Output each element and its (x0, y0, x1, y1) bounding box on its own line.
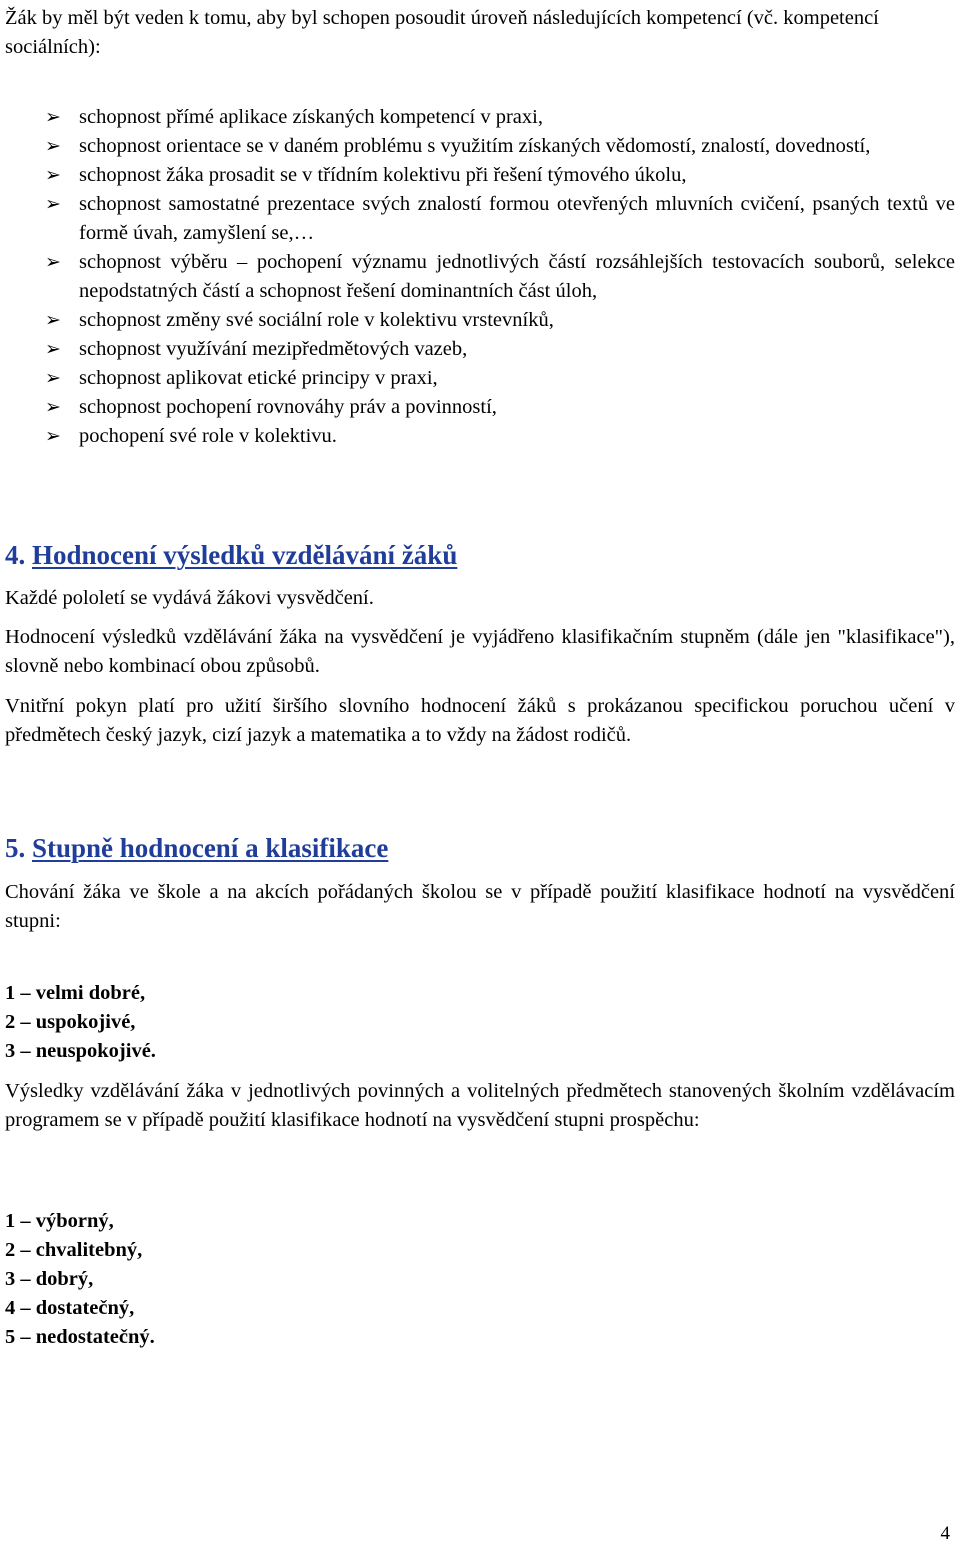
section-4-paragraph-1: Každé pololetí se vydává žákovi vysvědčení. (5, 587, 374, 609)
list-item: ➢ schopnost žáka prosadit se v třídním kolektivu při řešení týmového úkolu, (5, 161, 955, 190)
list-item: ➢ schopnost samostatné prezentace svých znalostí formou otevřených mluvních cvičení, psaných textů ve formě úvah, zamyšlení se,… (5, 190, 955, 248)
list-item: ➢ schopnost využívání mezipředmětových vazeb, (5, 335, 955, 364)
arrow-bullet-icon: ➢ (45, 339, 61, 360)
arrow-bullet-icon: ➢ (45, 310, 61, 331)
list-item: 3 – neuspokojivé. (5, 1040, 156, 1062)
list-item: 2 – uspokojivé, (5, 1011, 136, 1033)
section-5-heading (5, 831, 388, 865)
arrow-bullet-icon: ➢ (45, 194, 61, 215)
list-item: ➢ pochopení své role v kolektivu. (5, 422, 955, 451)
arrow-bullet-icon: ➢ (45, 136, 61, 157)
list-item: ➢ schopnost pochopení rovnováhy práv a povinností, (5, 393, 955, 422)
section-5-paragraph-1: Chování žáka ve škole a na akcích pořádaných školou se v případě použití klasifikace hodnotí na vysvědčení stupni: (5, 881, 955, 932)
page-number: 4 (940, 1523, 950, 1544)
list-item: ➢ schopnost výběru – pochopení významu jednotlivých částí rozsáhlejších testovacích souborů, selekce nepodstatných částí a schopnost řešení dominantních část úloh, (5, 248, 955, 306)
list-item: 2 – chvalitebný, (5, 1239, 143, 1261)
document-page (5, 0, 955, 1544)
section-number: 5. (5, 833, 26, 863)
section-4-heading (5, 538, 457, 572)
section-title: Hodnocení výsledků vzdělávání žáků (32, 540, 458, 570)
section-4-paragraph-2: Hodnocení výsledků vzdělávání žáka na vysvědčení je vyjádřeno klasifikačním stupněm (dále jen "klasifikace"), slovně nebo kombinací obou způsobů. (5, 626, 955, 677)
arrow-bullet-icon: ➢ (45, 368, 61, 389)
section-title: Stupně hodnocení a klasifikace (32, 833, 389, 863)
list-item: 1 – velmi dobré, (5, 982, 146, 1004)
list-item: 3 – dobrý, (5, 1268, 94, 1290)
list-item: 1 – výborný, (5, 1210, 114, 1232)
list-item: ➢ schopnost změny své sociální role v kolektivu vrstevníků, (5, 306, 955, 335)
arrow-bullet-icon: ➢ (45, 426, 61, 447)
list-item: ➢ schopnost přímé aplikace získaných kompetencí v praxi, (5, 103, 955, 132)
list-item: 4 – dostatečný, (5, 1297, 135, 1319)
intro-paragraph: Žák by měl být veden k tomu, aby byl schopen posoudit úroveň následujících kompetencí (vč. kompetencí sociálních): (5, 7, 879, 58)
list-item: 5 – nedostatečný. (5, 1326, 155, 1348)
section-number: 4. (5, 540, 26, 570)
progress-grades-list (5, 1207, 155, 1352)
behavior-grades-list (5, 979, 156, 1066)
section-4-paragraph-3: Vnitřní pokyn platí pro užití širšího slovního hodnocení žáků s prokázanou specifickou poruchou učení v předmětech český jazyk, cizí jazyk a matematika a to vždy na žádost rodičů. (5, 695, 955, 746)
section-5-paragraph-2: Výsledky vzdělávání žáka v jednotlivých povinných a volitelných předmětech stanovených školním vzdělávacím programem se v případě použití klasifikace hodnotí na vysvědčení stupni prospěchu: (5, 1080, 955, 1131)
competence-list (5, 103, 955, 451)
list-item: ➢ schopnost orientace se v daném problému s využitím získaných vědomostí, znalostí, dovedností, (5, 132, 955, 161)
arrow-bullet-icon: ➢ (45, 397, 61, 418)
arrow-bullet-icon: ➢ (45, 165, 61, 186)
arrow-bullet-icon: ➢ (45, 107, 61, 128)
arrow-bullet-icon: ➢ (45, 252, 61, 273)
list-item: ➢ schopnost aplikovat etické principy v praxi, (5, 364, 955, 393)
